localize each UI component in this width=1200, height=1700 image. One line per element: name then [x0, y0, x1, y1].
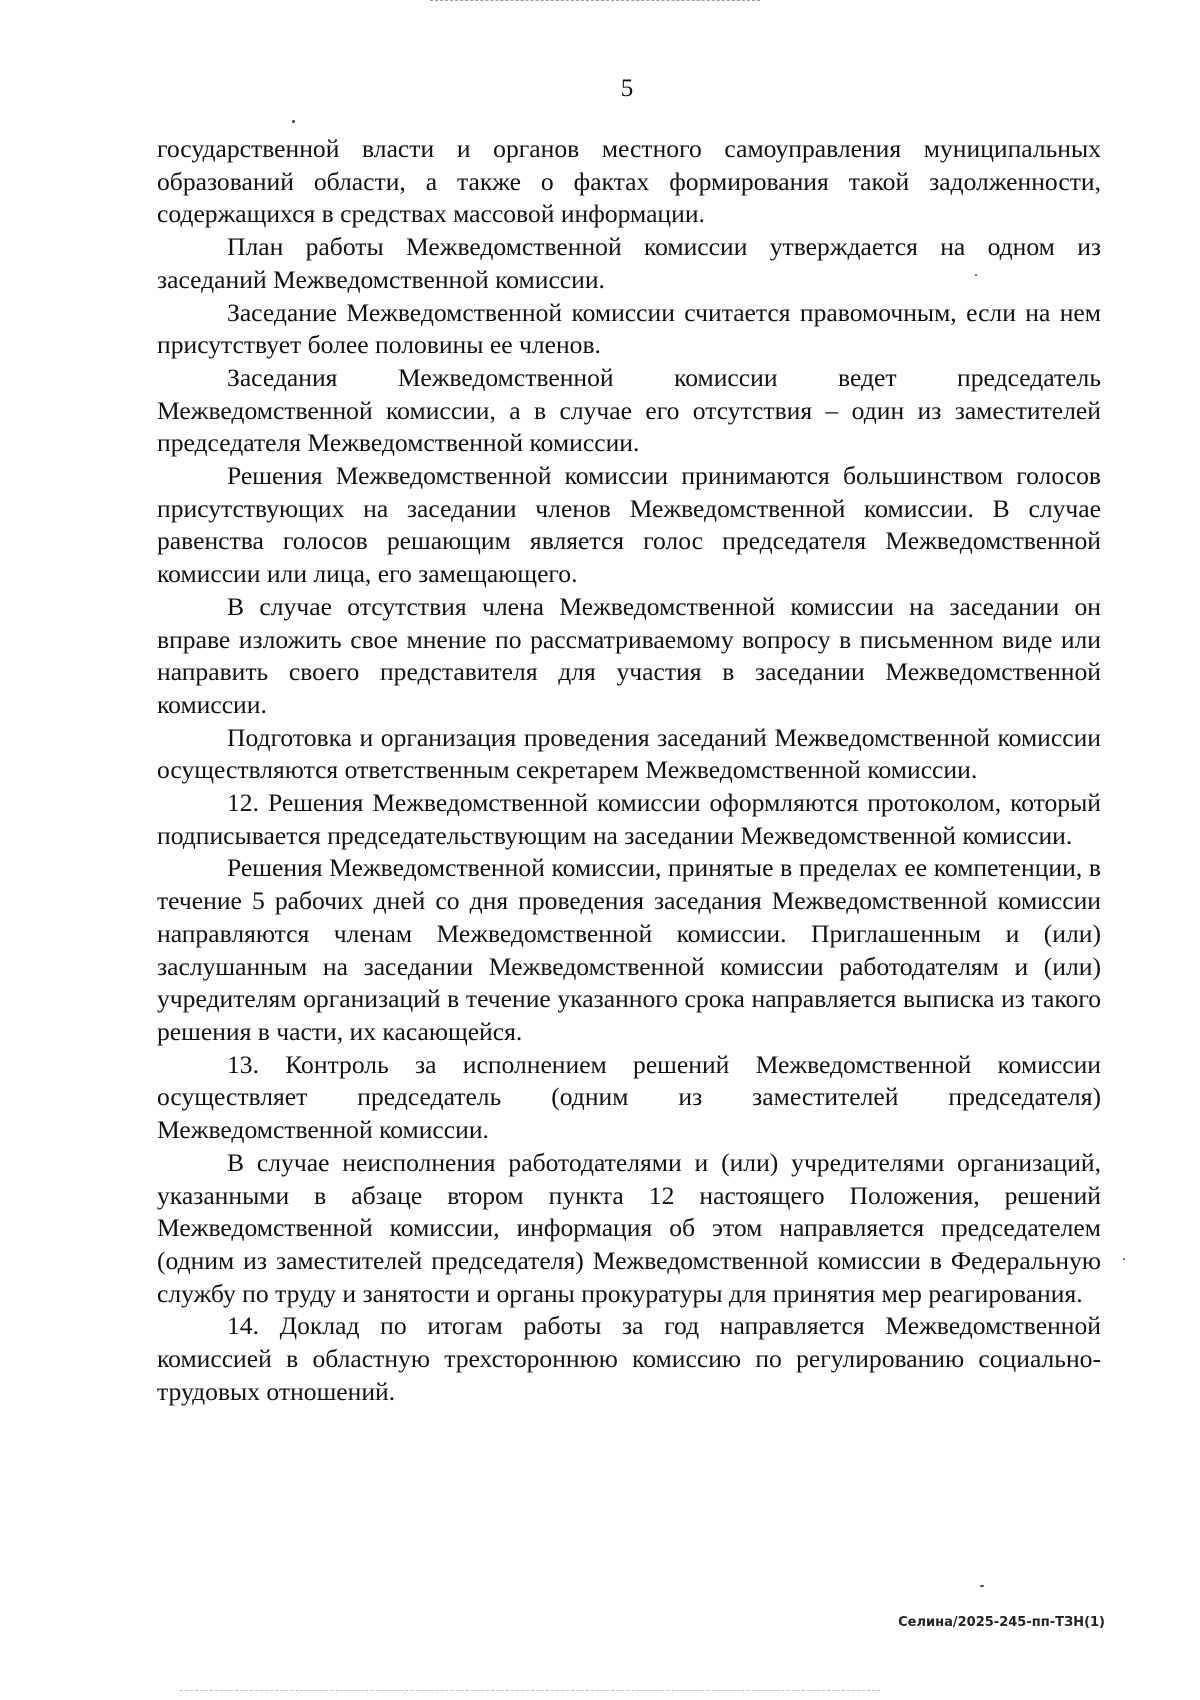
paragraph-non-compliance: В случае неисполнения работодателями и (или) учредителями организаций, указанными в абзаце втором пункта 12 настоящего Положения, решений Межведомственной комиссии, информация об этом направляется председателем (одним из заместителей председателя) Межведомственной комиссии в Федеральную службу по труду и занятости и органы прокуратуры для принятия мер реагирования. — [157, 1147, 1101, 1308]
paragraph-absence: В случае отсутствия члена Межведомственной комиссии на заседании он вправе изложить свое мнение по рассматриваемому вопросу в письменном виде или направить своего представителя для участия в заседании Межведомственной комиссии. — [157, 591, 1101, 719]
paragraph-chairing: Заседания Межведомственной комиссии ведет председатель Межведомственной комиссии, а в случае его отсутствия – один из заместителей председателя Межведомственной комиссии. — [157, 362, 1101, 458]
paragraph-item-13: 13. Контроль за исполнением решений Межведомственной комиссии осуществляет председатель (одним из заместителей председателя) Межведомственной комиссии. — [157, 1049, 1101, 1145]
page-number: 5 — [620, 75, 634, 102]
paragraph-decisions-distribution: Решения Межведомственной комиссии, принятые в пределах ее компетенции, в течение 5 рабочих дней со дня проведения заседания Межведомственной комиссии направляются членам Межведомственной комиссии. Приглашенным и (или) заслушанным на заседании Межведомственной комиссии работодателям и (или) учредителям организаций в течение указанного срока направляется выписка из такого решения в части, их касающейся. — [157, 853, 1101, 1046]
paragraph-item-12: 12. Решения Межведомственной комиссии оформляются протоколом, который подписывается председательствующим на заседании Межведомственной комиссии. — [157, 788, 1101, 850]
paragraph-voting: Решения Межведомственной комиссии принимаются большинством голосов присутствующих на заседании членов Межведомственной комиссии. В случае равенства голосов решающим является голос председателя Межведомственной комиссии или лица, его замещающего. — [157, 461, 1101, 589]
scan-speck — [1123, 1258, 1125, 1260]
document-registration-code: Селина/2025-245-пп-ТЗН(1) — [898, 1615, 1105, 1630]
scan-edge-top — [430, 0, 760, 3]
scan-edge-bottom — [180, 1690, 880, 1693]
paragraph-preparation: Подготовка и организация проведения заседаний Межведомственной комиссии осуществляются ответственным секретарем Межведомственной комиссии. — [157, 722, 1101, 785]
paragraph-item-14: 14. Доклад по итогам работы за год направляется Межведомственной комиссией в областную трехстороннюю комиссию по регулированию социально-трудовых отношений. — [157, 1311, 1101, 1406]
scan-speck — [292, 120, 295, 123]
scan-speck — [975, 274, 977, 276]
scan-speck — [980, 1585, 984, 1587]
paragraph-quorum: Заседание Межведомственной комиссии считается правомочным, если на нем присутствует более половины ее членов. — [157, 297, 1101, 360]
paragraph-work-plan: План работы Межведомственной комиссии утверждается на одном из заседаний Межведомственной комиссии. — [157, 232, 1101, 294]
document-body — [157, 133, 1101, 1408]
paragraph-continuation: государственной власти и органов местного самоуправления муниципальных образований области, а также о фактах формирования такой задолженности, содержащихся в средствах массовой информации. — [157, 134, 1101, 229]
